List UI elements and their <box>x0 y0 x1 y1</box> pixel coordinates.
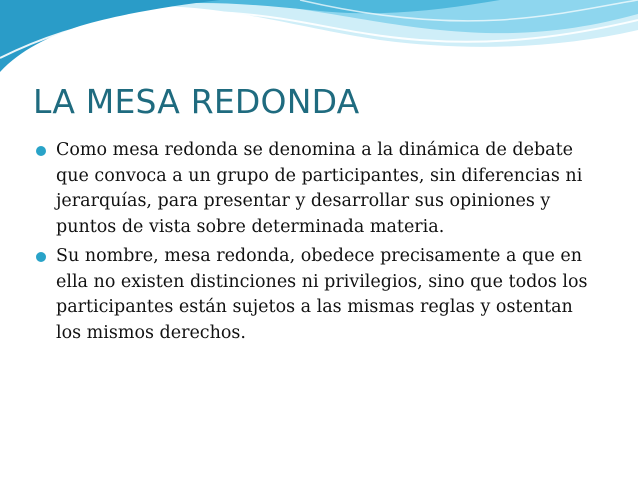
bullet-text: Como mesa redonda se denomina a la dinámica de debate que convoca a un grupo de participantes, sin diferencias ni jerarquías, para presentar y desarrollar sus opiniones y puntos de vista sobre determinada materia. <box>56 140 583 237</box>
wave-layer-dark <box>0 0 220 72</box>
header-wave-decoration <box>0 0 638 80</box>
bullet-list <box>34 138 594 350</box>
slide-title: LA MESA REDONDA <box>33 82 360 121</box>
bullet-item <box>34 138 594 240</box>
bullet-item <box>34 244 594 346</box>
bullet-text: Su nombre, mesa redonda, obedece precisamente a que en ella no existen distinciones ni privilegios, sino que todos los participantes están sujetos a las mismas reglas y ostentan los mismos derechos. <box>56 246 588 343</box>
bullet-dot-icon <box>36 252 46 262</box>
bullet-dot-icon <box>36 146 46 156</box>
